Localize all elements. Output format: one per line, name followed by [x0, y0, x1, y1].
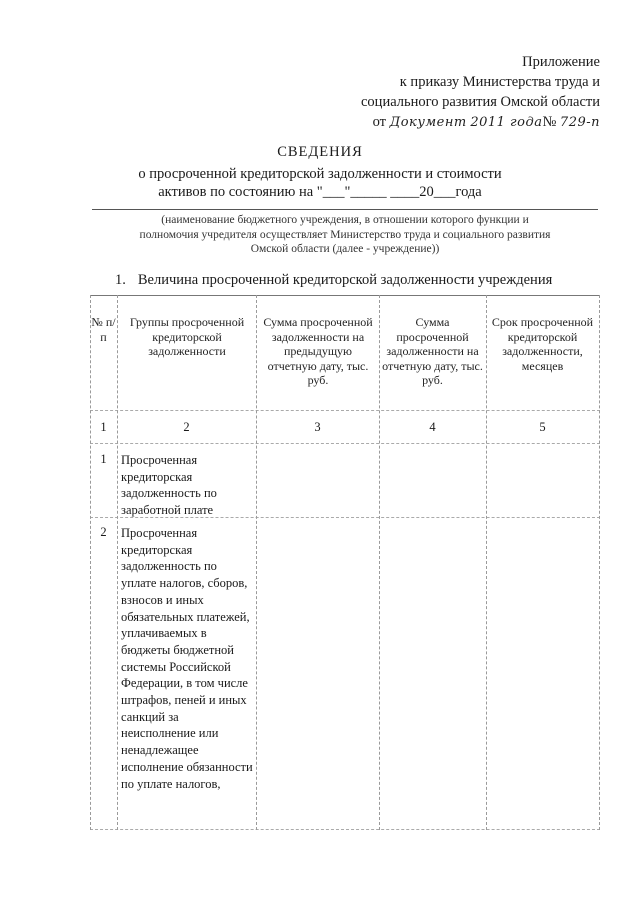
- document-date-line: активов по состоянию на "___"_____ ____20___года: [158, 184, 482, 200]
- column-number-5: 5: [539, 420, 546, 434]
- col-border-4: [486, 295, 487, 830]
- table-top-border: [90, 295, 600, 296]
- row1-number: 1: [100, 452, 107, 466]
- appendix-ministry: социального развития Омской области: [361, 94, 600, 110]
- handwritten-date: Документ: [389, 115, 467, 130]
- col-border-1: [117, 295, 118, 830]
- institution-note: [110, 213, 580, 257]
- header-term: Срок просроченной кредиторской задолженности, месяцев: [491, 315, 594, 373]
- table-bottom-border: [90, 829, 600, 830]
- col-border-5: [599, 295, 600, 830]
- header-current-sum: Сумма просроченной задолженности на отчетную дату, тыс. руб.: [382, 315, 483, 387]
- handwritten-year: 2011 года: [470, 115, 543, 130]
- column-number-2: 2: [183, 420, 190, 434]
- column-number-1: 1: [100, 420, 107, 434]
- col-border-0: [90, 295, 91, 830]
- column-numbers-border: [90, 443, 600, 444]
- section-heading: [115, 272, 552, 289]
- header-num: № п/п: [91, 315, 116, 344]
- document-subtitle: о просроченной кредиторской задолженности и стоимости: [138, 166, 502, 182]
- number-sign: №: [542, 114, 557, 130]
- row2-number: 2: [100, 525, 107, 539]
- row1-group-text: Просроченная кредиторская задолженность по заработной плате: [121, 453, 217, 518]
- document-title: СВЕДЕНИЯ: [277, 144, 363, 160]
- col-border-2: [256, 295, 257, 830]
- appendix-header: [361, 52, 600, 133]
- appendix-date-line: [361, 112, 600, 133]
- date-prefix: от: [372, 114, 387, 130]
- handwritten-number: 729-п: [559, 115, 600, 130]
- header-previous-sum: Сумма просроченной задолженности на предыдущую отчетную дату, тыс. руб.: [263, 315, 373, 387]
- column-number-4: 4: [429, 420, 436, 434]
- col-border-3: [379, 295, 380, 830]
- institution-note-line3: Омской области (далее - учреждение)): [250, 243, 440, 255]
- header-bottom-border: [90, 410, 600, 411]
- appendix-order-ref: к приказу Министерства труда и: [399, 74, 600, 90]
- section-number: 1.: [115, 272, 126, 288]
- institution-note-line1: (наименование бюджетного учреждения, в отношении которого функции и: [161, 214, 529, 226]
- document-title-block: [0, 143, 640, 201]
- institution-note-line2: полномочия учредителя осуществляет Министерство труда и социального развития: [139, 228, 551, 241]
- section-title: Величина просроченной кредиторской задолженности учреждения: [137, 272, 553, 288]
- row2-group-text: Просроченная кредиторская задолженность по уплате налогов, сборов, взносов и иных обязательных платежей, уплачиваемых в бюджеты бюджетной системы Российской Федерации, в том числе штрафов, пеней и иных санкций за неисполнение или ненадлежащее исполнение обязанности по уплате налогов,: [121, 526, 253, 791]
- column-number-3: 3: [314, 420, 321, 434]
- appendix-label: Приложение: [522, 54, 600, 70]
- overdue-debt-table: [90, 295, 600, 830]
- institution-name-line: [92, 209, 598, 210]
- header-group: Группы просроченной кредиторской задолженности: [129, 315, 245, 358]
